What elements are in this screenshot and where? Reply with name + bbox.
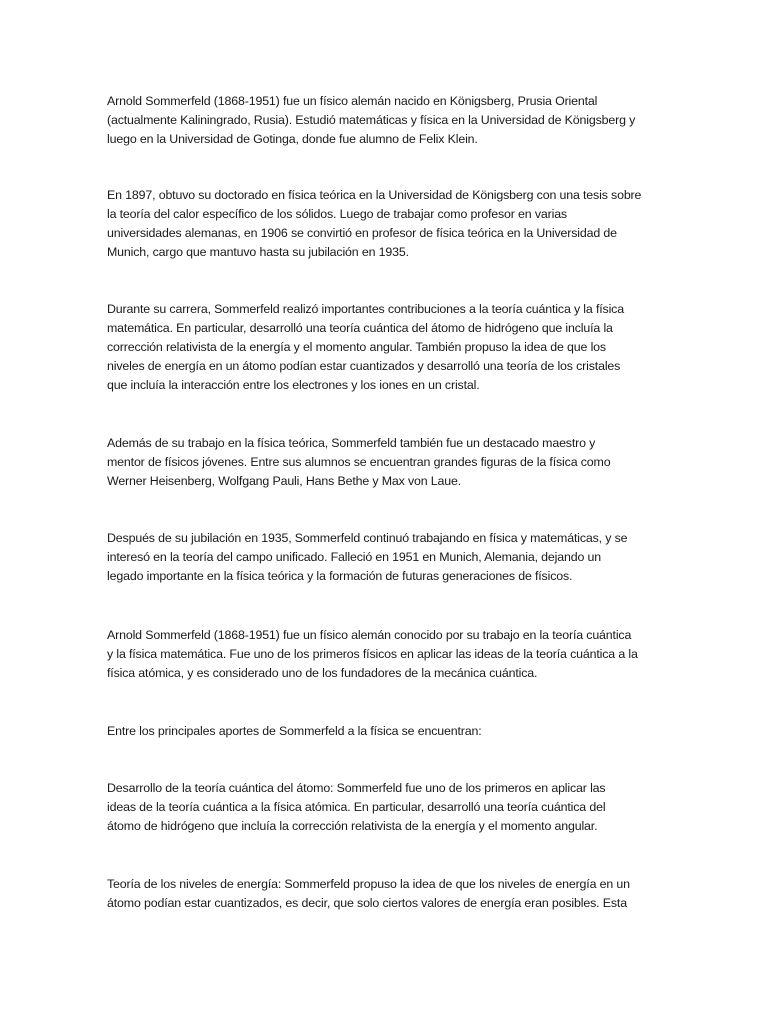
paragraph-retirement [107,529,667,586]
text-line: Además de su trabajo en la física teórica, Sommerfeld también fue un destacado maestro y [107,436,596,450]
paragraph-energy-levels [107,875,667,913]
text-line: niveles de energía en un átomo podían estar cuantizados y desarrolló una teoría de los cristales [107,359,621,373]
text-line: corrección relativista de la energía y el momento angular. También propuso la idea de que los [107,340,606,354]
text-line: En 1897, obtuvo su doctorado en física teórica en la Universidad de Königsberg con una tesis sobre [107,188,642,202]
text-line: legado importante en la física teórica y la formación de futuras generaciones de físicos. [107,569,573,583]
paragraph-summary [107,626,667,683]
text-line: Werner Heisenberg, Wolfgang Pauli, Hans Bethe y Max von Laue. [107,474,462,488]
paragraph-career [107,300,667,395]
text-line: física atómica, y es considerado uno de los fundadores de la mecánica cuántica. [107,666,538,680]
text-line: Munich, cargo que mantuvo hasta su jubilación en 1935. [107,245,409,259]
text-line: matemática. En particular, desarrolló una teoría cuántica del átomo de hidrógeno que incluía la [107,321,613,335]
text-line: luego en la Universidad de Gotinga, donde fue alumno de Felix Klein. [107,132,478,146]
text-line: (actualmente Kaliningrado, Rusia). Estudió matemáticas y física en la Universidad de Königsberg y [107,113,636,127]
text-line: Después de su jubilación en 1935, Sommerfeld continuó trabajando en física y matemáticas, y se [107,531,628,545]
text-line: y la física matemática. Fue uno de los primeros físicos en aplicar las ideas de la teoría cuántica a la [107,647,638,661]
text-line: mentor de físicos jóvenes. Entre sus alumnos se encuentran grandes figuras de la física como [107,455,611,469]
text-line: interesó en la teoría del campo unificado. Falleció en 1951 en Munich, Alemania, dejando un [107,550,602,564]
text-line: universidades alemanas, en 1906 se convirtió en profesor de física teórica en la Universidad de [107,226,617,240]
text-line: Arnold Sommerfeld (1868-1951) fue un físico alemán nacido en Königsberg, Prusia Oriental [107,94,598,108]
text-line: Durante su carrera, Sommerfeld realizó importantes contribuciones a la teoría cuántica y la física [107,302,624,316]
text-line: Entre los principales aportes de Sommerfeld a la física se encuentran: [107,724,482,738]
paragraph-contributions-intro [107,722,667,741]
text-line: Teoría de los niveles de energía: Sommerfeld propuso la idea de que los niveles de energía en un [107,877,630,891]
paragraph-intro [107,92,667,149]
paragraph-teaching [107,434,667,491]
text-line: átomo de hidrógeno que incluía la corrección relativista de la energía y el momento angular. [107,819,598,833]
text-line: átomo podían estar cuantizados, es decir, que solo ciertos valores de energía eran posibles. Esta [107,896,627,910]
text-line: la teoría del calor específico de los sólidos. Luego de trabajar como profesor en varias [107,207,567,221]
text-line: ideas de la teoría cuántica a la física atómica. En particular, desarrolló una teoría cuántica del [107,800,606,814]
paragraph-atomic-theory [107,779,667,836]
text-line: Desarrollo de la teoría cuántica del átomo: Sommerfeld fue uno de los primeros en aplicar las [107,781,606,795]
text-line: Arnold Sommerfeld (1868-1951) fue un físico alemán conocido por su trabajo en la teoría cuántica [107,628,632,642]
paragraph-doctorate [107,186,667,262]
text-line: que incluía la interacción entre los electrones y los iones en un cristal. [107,378,480,392]
